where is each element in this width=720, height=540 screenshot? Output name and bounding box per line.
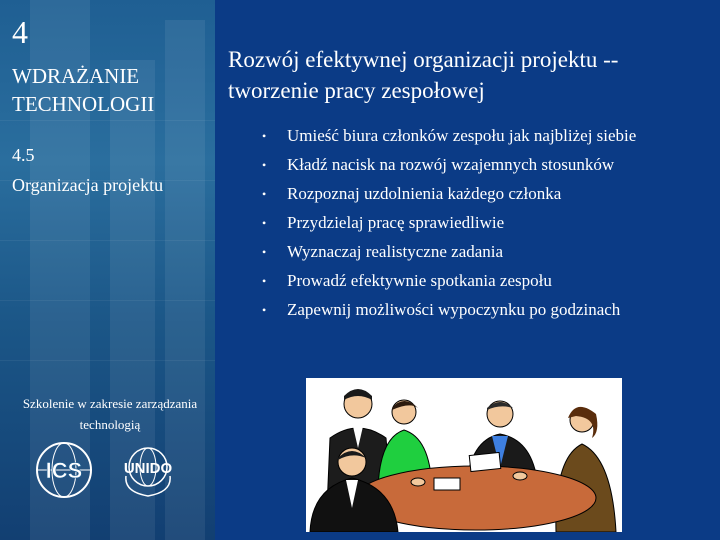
list-item: • Rozpoznaj uzdolnienia każdego członka	[262, 182, 672, 206]
svg-text:UNIDO: UNIDO	[123, 460, 173, 477]
svg-text:ICS: ICS	[45, 458, 83, 483]
list-item: • Zapewnij możliwości wypoczynku po godzinach	[262, 298, 672, 322]
chapter-title: WDRAŻANIE TECHNOLOGII	[12, 64, 155, 116]
list-item: • Prowadź efektywnie spotkania zespołu	[262, 269, 672, 293]
unido-logo	[118, 440, 178, 500]
list-item: • Kładź nacisk na rozwój wzajemnych stosunków	[262, 153, 672, 177]
bullet-list	[262, 124, 672, 327]
team-meeting-illustration	[306, 378, 622, 532]
section-title: Organizacja projektu	[12, 175, 164, 195]
caption: Szkolenie w zakresie zarządzania technologią	[22, 396, 198, 432]
chapter-number: 4	[12, 14, 28, 50]
list-item: • Umieść biura członków zespołu jak najbliżej siebie	[262, 124, 672, 148]
left-panel	[0, 0, 215, 540]
section-number: 4.5	[12, 145, 35, 165]
list-item: • Przydzielaj pracę sprawiedliwie	[262, 211, 672, 235]
slide-title: Rozwój efektywnej organizacji projektu -- tworzenie pracy zespołowej	[228, 47, 619, 103]
ics-logo	[34, 440, 94, 500]
list-item: • Wyznaczaj realistyczne zadania	[262, 240, 672, 264]
